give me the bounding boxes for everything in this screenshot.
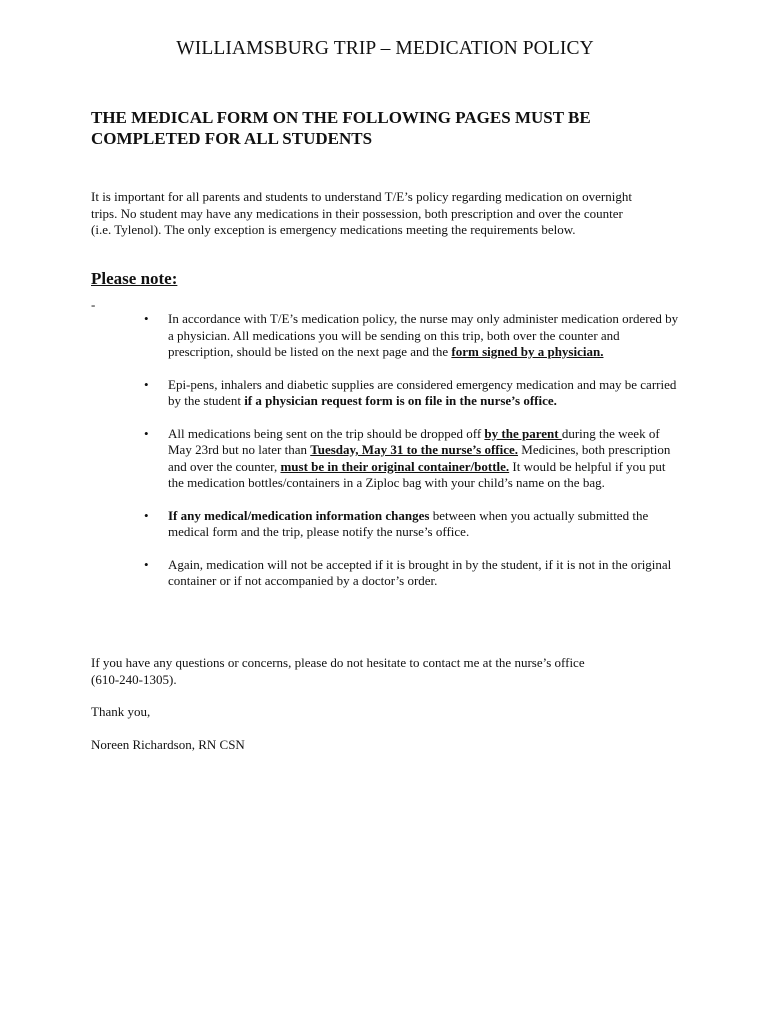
contact-line-2: (610-240-1305). <box>91 671 177 687</box>
intro-line-3: (i.e. Tylenol). The only exception is emergency medications meeting the requirements below. <box>91 222 576 237</box>
bullet-item-4 <box>144 508 684 541</box>
intro-line-2: trips. No student may have any medications in their possession, both prescription and over the counter <box>91 205 623 221</box>
bullet-text: during the week of May 23rd but no later than <box>168 425 660 457</box>
bullet-emphasis: if a physician request form is on file in the nurse’s office. <box>244 393 557 408</box>
heading-line-1: THE MEDICAL FORM ON THE FOLLOWING PAGES MUST BE <box>91 108 591 127</box>
thank-you-line: Thank you, <box>91 704 151 719</box>
bullet-icon: • <box>144 507 149 523</box>
bullet-emphasis: must be in their original container/bottle. <box>280 458 510 474</box>
bullet-text: It would be helpful if you put the medication bottles/containers in a Ziploc bag with your child’s name on the bag. <box>168 458 666 490</box>
document-title: WILLIAMSBURG TRIP – MEDICATION POLICY <box>176 38 594 59</box>
bullet-item-2 <box>144 377 684 410</box>
please-note-heading: Please note: <box>91 269 178 288</box>
dash-mark: - <box>91 297 96 312</box>
intro-paragraph <box>91 189 681 239</box>
policy-bullet-list <box>144 311 684 606</box>
bullet-icon: • <box>144 376 149 392</box>
contact-paragraph <box>91 655 681 688</box>
bullet-emphasis: form signed by a physician. <box>451 344 604 359</box>
bullet-text: between when you actually submitted the medical form and the trip, please notify the nurse’s office. <box>168 507 649 539</box>
bullet-icon: • <box>144 311 149 326</box>
bullet-icon: • <box>144 556 149 572</box>
bullet-text: Epi-pens, inhalers and diabetic supplies are considered emergency medication and may be carried by the student <box>168 376 677 408</box>
bullet-item-3 <box>144 426 684 492</box>
bullet-emphasis: by the parent <box>484 425 562 441</box>
form-requirement-heading <box>91 107 691 149</box>
bullet-text: Again, medication will not be accepted if it is brought in by the student, if it is not in the original container or if not accompanied by a doctor’s order. <box>168 556 672 588</box>
signature-line: Noreen Richardson, RN CSN <box>91 737 245 752</box>
bullet-item-5 <box>144 557 684 590</box>
bullet-emphasis: If any medical/medication information changes <box>168 507 430 523</box>
intro-line-1: It is important for all parents and students to understand T/E’s policy regarding medication on overnight <box>91 189 632 204</box>
heading-line-2: COMPLETED FOR ALL STUDENTS <box>91 129 373 148</box>
bullet-text: All medications being sent on the trip should be dropped off <box>168 425 485 441</box>
bullet-text: Medicines, both prescription and over the counter, <box>168 442 671 474</box>
bullet-item-1 <box>144 311 684 361</box>
bullet-emphasis: Tuesday, May 31 to the nurse’s office. <box>310 442 519 457</box>
bullet-text: In accordance with T/E’s medication policy, the nurse may only administer medication ordered by a physician. All medications you will be sending on this trip, both over the counter and prescription, should be listed on the next page and the <box>168 311 679 359</box>
contact-line-1: If you have any questions or concerns, please do not hesitate to contact me at the nurse’s office <box>91 655 585 670</box>
bullet-icon: • <box>144 425 149 441</box>
